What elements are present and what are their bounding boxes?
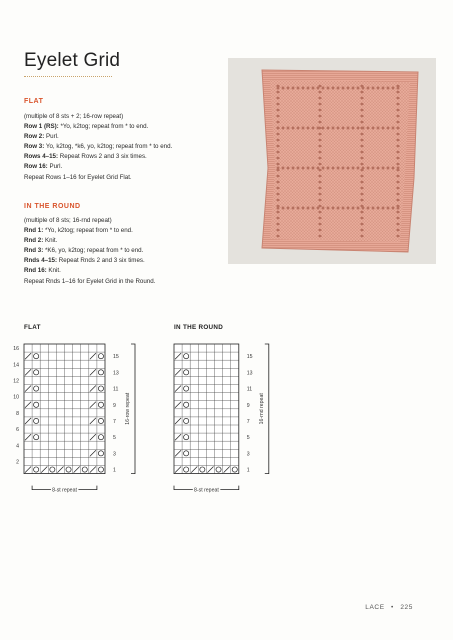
eyelet-hole — [360, 139, 363, 142]
instruction-text: Repeat Rnds 1–16 for Eyelet Grid in the Round. — [24, 277, 156, 285]
eyelet-hole — [318, 175, 321, 178]
eyelet-hole — [360, 151, 363, 154]
eyelet-hole — [360, 115, 363, 118]
eyelet-hole — [396, 133, 399, 136]
eyelet-hole — [317, 127, 320, 130]
instruction-row-label: Rnd 2: — [24, 237, 44, 245]
eyelet-hole — [276, 115, 279, 118]
eyelet-hole — [392, 167, 395, 170]
eyelet-hole — [318, 133, 321, 136]
eyelet-hole — [287, 167, 290, 170]
eyelet-hole — [282, 167, 285, 170]
row-number-label: 8 — [16, 410, 19, 417]
eyelet-hole — [332, 87, 335, 90]
eyelet-hole — [317, 87, 320, 90]
eyelet-hole — [318, 151, 321, 154]
row-number-label: 3 — [113, 451, 116, 458]
eyelet-hole — [337, 87, 340, 90]
eyelet-hole — [396, 163, 399, 166]
row-number-label: 9 — [246, 402, 250, 409]
eyelet-hole — [318, 223, 321, 226]
eyelet-hole — [360, 229, 363, 232]
eyelet-hole — [276, 217, 279, 220]
eyelet-hole — [327, 207, 330, 210]
eyelet-hole — [277, 87, 280, 90]
eyelet-hole — [396, 103, 399, 106]
eyelet-hole — [307, 167, 310, 170]
row-number-label: 10 — [13, 394, 19, 401]
eyelet-hole — [276, 139, 279, 142]
eyelet-hole — [387, 87, 390, 90]
eyelet-hole — [337, 167, 340, 170]
eyelet-hole — [322, 87, 325, 90]
instruction-text: Yo, k2tog, *k6, yo, k2tog; repeat from * to end. — [44, 143, 173, 151]
flat-chart — [0, 336, 160, 506]
eyelet-hole — [276, 175, 279, 178]
eyelet-hole — [372, 87, 375, 90]
footer-section: LACE — [365, 604, 385, 611]
eyelet-hole — [382, 207, 385, 210]
instruction-text: Purl. — [44, 133, 59, 141]
row-number-label: 15 — [113, 354, 119, 361]
row-number-label: 11 — [113, 386, 119, 393]
eyelet-hole — [322, 207, 325, 210]
eyelet-hole — [276, 229, 279, 232]
eyelet-hole — [352, 167, 355, 170]
eyelet-hole — [387, 207, 390, 210]
eyelet-hole — [292, 207, 295, 210]
eyelet-hole — [387, 167, 390, 170]
eyelet-hole — [392, 87, 395, 90]
eyelet-hole — [318, 199, 321, 202]
eyelet-hole — [362, 207, 365, 210]
eyelet-hole — [332, 127, 335, 130]
eyelet-hole — [318, 139, 321, 142]
eyelet-hole — [367, 207, 370, 210]
eyelet-hole — [347, 127, 350, 130]
instruction-line — [24, 152, 224, 162]
eyelet-hole — [360, 133, 363, 136]
eyelet-hole — [357, 87, 360, 90]
eyelet-hole — [276, 157, 279, 160]
instruction-row-label: Rnd 1: — [24, 227, 44, 235]
instruction-text: *Yo, k2tog; repeat from * to end. — [43, 227, 133, 235]
eyelet-hole — [397, 127, 400, 130]
eyelet-hole — [342, 207, 345, 210]
eyelet-hole — [317, 167, 320, 170]
instruction-text: (multiple of 8 sts; 16-rnd repeat) — [24, 217, 112, 224]
eyelet-hole — [282, 87, 285, 90]
eyelet-hole — [327, 87, 330, 90]
eyelet-hole — [360, 217, 363, 220]
eyelet-hole — [282, 207, 285, 210]
instruction-text: *Yo, k2tog; repeat from * to end. — [58, 123, 149, 131]
footer-separator: • — [391, 604, 394, 611]
eyelet-hole — [362, 87, 365, 90]
eyelet-hole — [312, 87, 315, 90]
eyelet-hole — [312, 167, 315, 170]
eyelet-hole — [332, 167, 335, 170]
instruction-line — [24, 277, 224, 287]
instruction-text: Repeat Rows 2 and 3 six times. — [58, 153, 147, 161]
eyelet-hole — [276, 211, 279, 214]
eyelet-hole — [396, 91, 399, 94]
eyelet-hole — [396, 109, 399, 112]
eyelet-hole — [318, 211, 321, 214]
eyelet-hole — [276, 97, 279, 100]
eyelet-hole — [276, 193, 279, 196]
eyelet-hole — [367, 87, 370, 90]
instruction-row-label: Row 3: — [24, 143, 45, 151]
eyelet-hole — [276, 91, 279, 94]
instruction-line — [24, 266, 224, 276]
eyelet-hole — [318, 145, 321, 148]
eyelet-hole — [292, 167, 295, 170]
eyelet-hole — [287, 207, 290, 210]
row-number-label: 7 — [113, 418, 116, 425]
eyelet-hole — [396, 211, 399, 214]
eyelet-hole — [360, 235, 363, 238]
eyelet-hole — [342, 167, 345, 170]
eyelet-hole — [312, 207, 315, 210]
eyelet-hole — [396, 145, 399, 148]
eyelet-hole — [337, 127, 340, 130]
row-repeat-bracket — [265, 344, 269, 474]
row-number-label: 5 — [246, 435, 250, 442]
instruction-line — [24, 122, 224, 132]
round-heading: IN THE ROUND — [24, 203, 81, 210]
instruction-line — [24, 132, 224, 142]
eyelet-hole — [392, 127, 395, 130]
eyelet-hole — [357, 167, 360, 170]
eyelet-hole — [367, 167, 370, 170]
eyelet-hole — [360, 145, 363, 148]
instruction-line — [24, 226, 224, 236]
instruction-line — [24, 236, 224, 246]
instruction-row-label: Rnd 3: — [24, 247, 44, 255]
stitch-repeat-label: 8-st repeat — [193, 487, 219, 494]
stitch-repeat-label: 8-st repeat — [52, 487, 77, 494]
eyelet-hole — [357, 127, 360, 130]
eyelet-hole — [360, 163, 363, 166]
eyelet-hole — [377, 167, 380, 170]
instruction-text: Repeat Rnds 2 and 3 six times. — [57, 257, 145, 265]
eyelet-hole — [276, 223, 279, 226]
instruction-text: Knit. — [46, 267, 61, 275]
eyelet-hole — [367, 127, 370, 130]
row-number-label: 5 — [113, 435, 116, 442]
eyelet-hole — [360, 121, 363, 124]
eyelet-hole — [372, 167, 375, 170]
instruction-text: *K6, yo, k2tog; repeat from * to end. — [43, 247, 144, 255]
eyelet-hole — [387, 127, 390, 130]
round-instructions — [24, 216, 224, 287]
instruction-text: Purl. — [47, 163, 63, 171]
eyelet-hole — [342, 127, 345, 130]
row-repeat-bracket — [131, 344, 135, 474]
eyelet-hole — [276, 199, 279, 202]
eyelet-hole — [396, 151, 399, 154]
eyelet-hole — [318, 103, 321, 106]
instruction-text: Knit. — [43, 237, 58, 245]
eyelet-hole — [317, 207, 320, 210]
eyelet-hole — [396, 223, 399, 226]
row-repeat-label: 16-row repeat — [125, 392, 131, 425]
eyelet-hole — [327, 167, 330, 170]
eyelet-hole — [362, 167, 365, 170]
title-underline — [24, 76, 112, 77]
eyelet-hole — [396, 97, 399, 100]
eyelet-hole — [352, 127, 355, 130]
swatch-photo — [228, 58, 436, 264]
eyelet-hole — [396, 157, 399, 160]
eyelet-hole — [347, 87, 350, 90]
eyelet-hole — [337, 207, 340, 210]
eyelet-hole — [396, 121, 399, 124]
eyelet-hole — [276, 181, 279, 184]
eyelet-hole — [396, 181, 399, 184]
eyelet-hole — [318, 91, 321, 94]
row-number-label: 13 — [113, 370, 119, 377]
footer-page-number: 225 — [400, 604, 413, 611]
eyelet-hole — [360, 97, 363, 100]
eyelet-hole — [302, 207, 305, 210]
eyelet-hole — [396, 235, 399, 238]
eyelet-hole — [382, 167, 385, 170]
eyelet-hole — [276, 151, 279, 154]
instruction-line — [24, 246, 224, 256]
instruction-row-label: Rnds 4–15: — [24, 257, 58, 265]
eyelet-hole — [322, 127, 325, 130]
eyelet-hole — [276, 133, 279, 136]
eyelet-hole — [307, 87, 310, 90]
eyelet-hole — [396, 139, 399, 142]
eyelet-hole — [318, 97, 321, 100]
eyelet-hole — [276, 163, 279, 166]
eyelet-hole — [396, 115, 399, 118]
eyelet-hole — [276, 145, 279, 148]
eyelet-hole — [377, 127, 380, 130]
instruction-row-label: Row 1 (RS): — [24, 123, 59, 131]
eyelet-hole — [360, 157, 363, 160]
eyelet-hole — [396, 199, 399, 202]
row-number-label: 15 — [246, 354, 253, 361]
eyelet-hole — [327, 127, 330, 130]
eyelet-hole — [352, 87, 355, 90]
eyelet-hole — [292, 127, 295, 130]
eyelet-hole — [357, 207, 360, 210]
eyelet-hole — [312, 127, 315, 130]
eyelet-hole — [360, 103, 363, 106]
eyelet-hole — [318, 235, 321, 238]
eyelet-hole — [377, 207, 380, 210]
row-number-label: 14 — [13, 362, 19, 369]
eyelet-hole — [302, 167, 305, 170]
eyelet-hole — [332, 207, 335, 210]
row-number-label: 4 — [16, 443, 19, 450]
eyelet-hole — [397, 167, 400, 170]
eyelet-hole — [277, 207, 280, 210]
eyelet-hole — [318, 187, 321, 190]
instruction-row-label: Rnd 16: — [24, 267, 47, 275]
instruction-text: Repeat Rows 1–16 for Eyelet Grid Flat. — [24, 173, 132, 181]
row-number-label: 3 — [246, 451, 250, 458]
eyelet-hole — [322, 167, 325, 170]
eyelet-hole — [318, 157, 321, 160]
flat-heading: FLAT — [24, 98, 44, 105]
eyelet-hole — [276, 187, 279, 190]
eyelet-hole — [276, 109, 279, 112]
eyelet-hole — [360, 181, 363, 184]
row-number-label: 11 — [246, 386, 253, 393]
eyelet-hole — [360, 211, 363, 214]
eyelet-hole — [318, 181, 321, 184]
eyelet-hole — [318, 193, 321, 196]
row-repeat-label: 16-rnd repeat — [258, 393, 265, 425]
instruction-line — [24, 256, 224, 266]
eyelet-hole — [360, 193, 363, 196]
row-number-label: 12 — [13, 378, 19, 385]
eyelet-hole — [297, 127, 300, 130]
eyelet-hole — [392, 207, 395, 210]
eyelet-hole — [307, 127, 310, 130]
instruction-line — [24, 142, 224, 152]
page-title: Eyelet Grid — [24, 50, 121, 71]
eyelet-hole — [277, 127, 280, 130]
row-number-label: 9 — [113, 402, 116, 409]
eyelet-hole — [397, 87, 400, 90]
eyelet-hole — [372, 207, 375, 210]
eyelet-hole — [287, 87, 290, 90]
eyelet-hole — [318, 109, 321, 112]
eyelet-hole — [276, 103, 279, 106]
instruction-line — [24, 162, 224, 172]
eyelet-hole — [396, 229, 399, 232]
row-number-label: 7 — [246, 418, 250, 425]
eyelet-hole — [397, 207, 400, 210]
row-number-label: 2 — [16, 459, 19, 466]
eyelet-hole — [282, 127, 285, 130]
page-footer — [365, 604, 413, 611]
eyelet-hole — [347, 207, 350, 210]
eyelet-hole — [352, 207, 355, 210]
eyelet-hole — [276, 121, 279, 124]
eyelet-hole — [318, 163, 321, 166]
eyelet-hole — [318, 115, 321, 118]
instruction-text: (multiple of 8 sts + 2; 16-row repeat) — [24, 113, 124, 120]
row-number-label: 1 — [113, 467, 116, 474]
eyelet-hole — [396, 187, 399, 190]
flat-instructions — [24, 112, 224, 183]
eyelet-hole — [302, 87, 305, 90]
row-number-label: 13 — [246, 370, 253, 377]
eyelet-hole — [360, 175, 363, 178]
instruction-line — [24, 112, 224, 122]
eyelet-hole — [360, 109, 363, 112]
eyelet-hole — [292, 87, 295, 90]
eyelet-hole — [342, 87, 345, 90]
eyelet-hole — [347, 167, 350, 170]
instruction-line — [24, 173, 224, 183]
eyelet-hole — [360, 199, 363, 202]
eyelet-hole — [297, 207, 300, 210]
row-number-label: 16 — [13, 346, 19, 353]
eyelet-hole — [277, 167, 280, 170]
eyelet-hole — [396, 175, 399, 178]
eyelet-hole — [360, 91, 363, 94]
eyelet-hole — [360, 223, 363, 226]
eyelet-hole — [396, 193, 399, 196]
eyelet-hole — [382, 87, 385, 90]
instruction-line — [24, 216, 224, 226]
eyelet-hole — [297, 167, 300, 170]
instruction-row-label: Row 2: — [24, 133, 45, 141]
swatch-illustration — [228, 58, 436, 264]
eyelet-hole — [297, 87, 300, 90]
eyelet-hole — [362, 127, 365, 130]
eyelet-hole — [382, 127, 385, 130]
eyelet-hole — [360, 187, 363, 190]
instruction-row-label: Rows 4–15: — [24, 153, 59, 161]
eyelet-hole — [396, 217, 399, 220]
eyelet-hole — [372, 127, 375, 130]
round-chart — [160, 336, 280, 506]
eyelet-hole — [318, 229, 321, 232]
instruction-row-label: Row 16: — [24, 163, 48, 171]
eyelet-hole — [377, 87, 380, 90]
eyelet-hole — [287, 127, 290, 130]
eyelet-hole — [302, 127, 305, 130]
eyelet-hole — [318, 217, 321, 220]
row-number-label: 1 — [246, 467, 250, 474]
eyelet-hole — [307, 207, 310, 210]
eyelet-hole — [318, 121, 321, 124]
round-chart-label: IN THE ROUND — [174, 324, 224, 331]
eyelet-hole — [276, 235, 279, 238]
flat-chart-label: FLAT — [24, 324, 41, 331]
row-number-label: 6 — [16, 427, 19, 434]
